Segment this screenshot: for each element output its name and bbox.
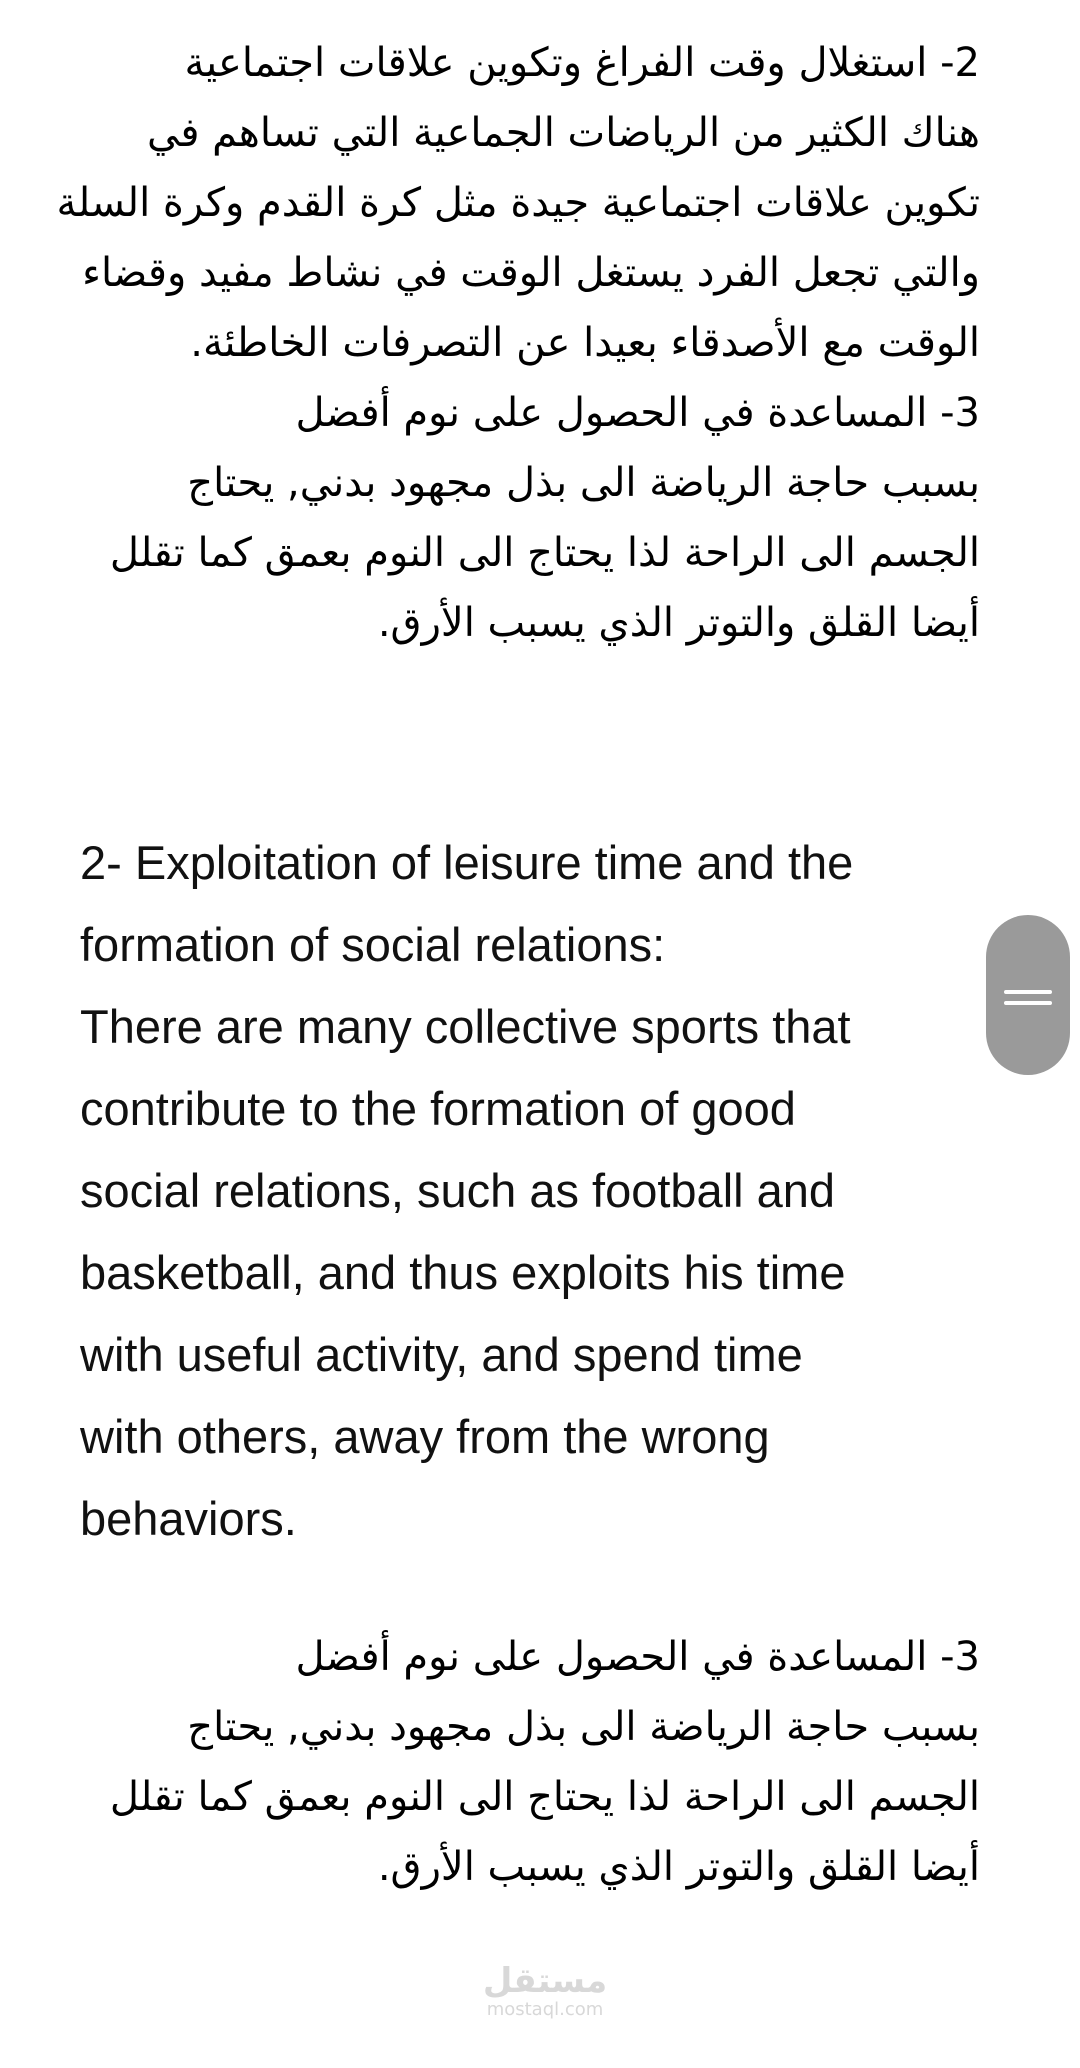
arabic-line: أيضا القلق والتوتر الذي يسبب الأرق.: [377, 600, 980, 646]
handle-line-icon: [1004, 1001, 1052, 1005]
arabic-line: بسبب حاجة الرياضة الى بذل مجهود بدني, يحتاج: [187, 460, 980, 506]
arabic-line: 3- المساعدة في الحصول على نوم أفضل: [295, 390, 980, 436]
english-line: 2- Exploitation of leisure time and the: [80, 836, 854, 889]
arabic-line: بسبب حاجة الرياضة الى بذل مجهود بدني, يحتاج: [187, 1704, 980, 1750]
arabic-line: تكوين علاقات اجتماعية جيدة مثل كرة القدم وكرة السلة: [56, 180, 980, 226]
drag-handle-icon[interactable]: [986, 915, 1070, 1075]
arabic-line: الوقت مع الأصدقاء بعيدا عن التصرفات الخاطئة.: [190, 320, 980, 366]
watermark-latin: mostaql.com: [486, 1999, 604, 2020]
arabic-line: والتي تجعل الفرد يستغل الوقت في نشاط مفيد وقضاء: [82, 250, 980, 296]
english-line: with useful activity, and spend time: [80, 1328, 803, 1381]
watermark-arabic: مستقل: [482, 1961, 608, 2001]
english-line: contribute to the formation of good: [80, 1082, 796, 1135]
watermark-logo: [470, 1962, 620, 2020]
arabic-line: هناك الكثير من الرياضات الجماعية التي تساهم في: [146, 110, 980, 156]
arabic-paragraph-bottom: [80, 1622, 980, 1902]
english-paragraph: [80, 822, 980, 1560]
english-line: basketball, and thus exploits his time: [80, 1246, 846, 1299]
english-line: behaviors.: [80, 1492, 297, 1545]
english-line: social relations, such as football and: [80, 1164, 836, 1217]
english-line: There are many collective sports that: [80, 1000, 851, 1053]
handle-line-icon: [1004, 990, 1052, 994]
arabic-line: 3- المساعدة في الحصول على نوم أفضل: [295, 1634, 980, 1680]
arabic-line: الجسم الى الراحة لذا يحتاج الى النوم بعمق كما تقلل: [109, 1774, 980, 1820]
arabic-line: 2- استغلال وقت الفراغ وتكوين علاقات اجتماعية: [184, 40, 980, 86]
arabic-line: الجسم الى الراحة لذا يحتاج الى النوم بعمق كما تقلل: [109, 530, 980, 576]
arabic-paragraph-top: [56, 28, 980, 658]
arabic-line: أيضا القلق والتوتر الذي يسبب الأرق.: [377, 1844, 980, 1890]
english-line: with others, away from the wrong: [80, 1410, 770, 1463]
english-line: formation of social relations:: [80, 918, 666, 971]
